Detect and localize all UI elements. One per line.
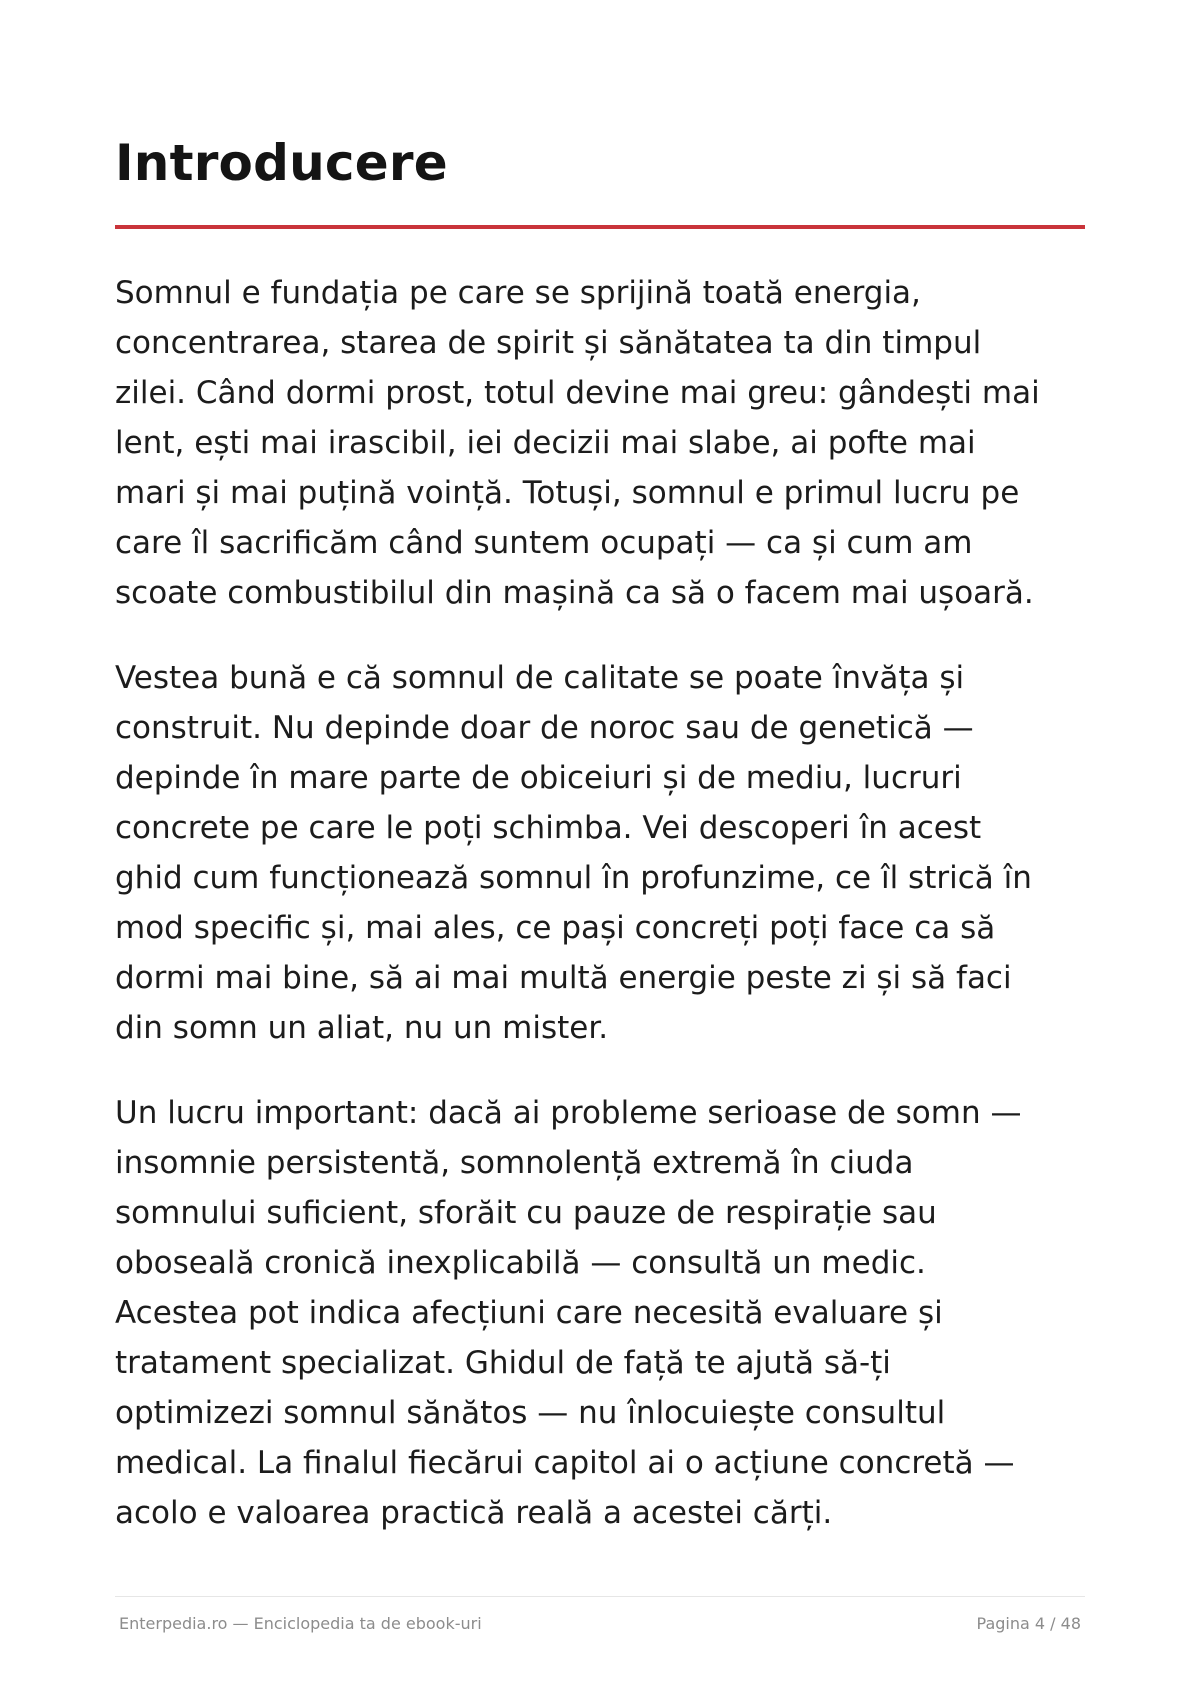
paragraph-1	[115, 268, 1095, 618]
paragraph-line: construit. Nu depinde doar de noroc sau de genetică —	[115, 710, 974, 746]
paragraph-line: Acestea pot indica afecțiuni care necesită evaluare și	[115, 1295, 943, 1331]
body-text	[115, 268, 1095, 1573]
paragraph-line: insomnie persistentă, somnolență extremă în ciuda	[115, 1145, 914, 1181]
paragraph-line: mod specific și, mai ales, ce pași concreți poți face ca să	[115, 910, 996, 946]
paragraph-line: zilei. Când dormi prost, totul devine mai greu: gândești mai	[115, 375, 1040, 411]
paragraph-line: somnului suficient, sforăit cu pauze de respirație sau	[115, 1195, 937, 1231]
paragraph-line: care îl sacrificăm când suntem ocupați — ca și cum am	[115, 525, 973, 561]
title-divider	[115, 225, 1085, 229]
paragraph-line: scoate combustibilul din mașină ca să o facem mai ușoară.	[115, 575, 1034, 611]
paragraph-line: acolo e valoarea practică reală a acestei cărți.	[115, 1495, 833, 1531]
paragraph-3	[115, 1088, 1095, 1538]
paragraph-line: mari și mai puțină voință. Totuși, somnul e primul lucru pe	[115, 475, 1020, 511]
paragraph-line: medical. La finalul fiecărui capitol ai o acțiune concretă —	[115, 1445, 1015, 1481]
paragraph-2	[115, 653, 1095, 1053]
footer-divider	[115, 1596, 1085, 1597]
footer-site-name: Enterpedia.ro — Enciclopedia ta de ebook-uri	[119, 1614, 482, 1633]
paragraph-line: lent, ești mai irascibil, iei decizii mai slabe, ai pofte mai	[115, 425, 976, 461]
footer-page-number: Pagina 4 / 48	[976, 1614, 1081, 1633]
paragraph-line: optimizezi somnul sănătos — nu înlocuiește consultul	[115, 1395, 946, 1431]
paragraph-line: depinde în mare parte de obiceiuri și de mediu, lucruri	[115, 760, 962, 796]
paragraph-line: Vestea bună e că somnul de calitate se poate învăța și	[115, 660, 965, 696]
page-title: Introducere	[115, 134, 448, 192]
paragraph-line: concentrarea, starea de spirit și sănătatea ta din timpul	[115, 325, 982, 361]
paragraph-line: Somnul e fundația pe care se sprijină toată energia,	[115, 275, 921, 311]
paragraph-line: Un lucru important: dacă ai probleme serioase de somn —	[115, 1095, 1022, 1131]
paragraph-line: concrete pe care le poți schimba. Vei descoperi în acest	[115, 810, 982, 846]
paragraph-line: din somn un aliat, nu un mister.	[115, 1010, 609, 1046]
paragraph-line: oboseală cronică inexplicabilă — consultă un medic.	[115, 1245, 926, 1281]
paragraph-line: dormi mai bine, să ai mai multă energie peste zi și să faci	[115, 960, 1012, 996]
paragraph-line: tratament specializat. Ghidul de față te ajută să-ți	[115, 1345, 891, 1381]
paragraph-line: ghid cum funcționează somnul în profunzime, ce îl strică în	[115, 860, 1032, 896]
